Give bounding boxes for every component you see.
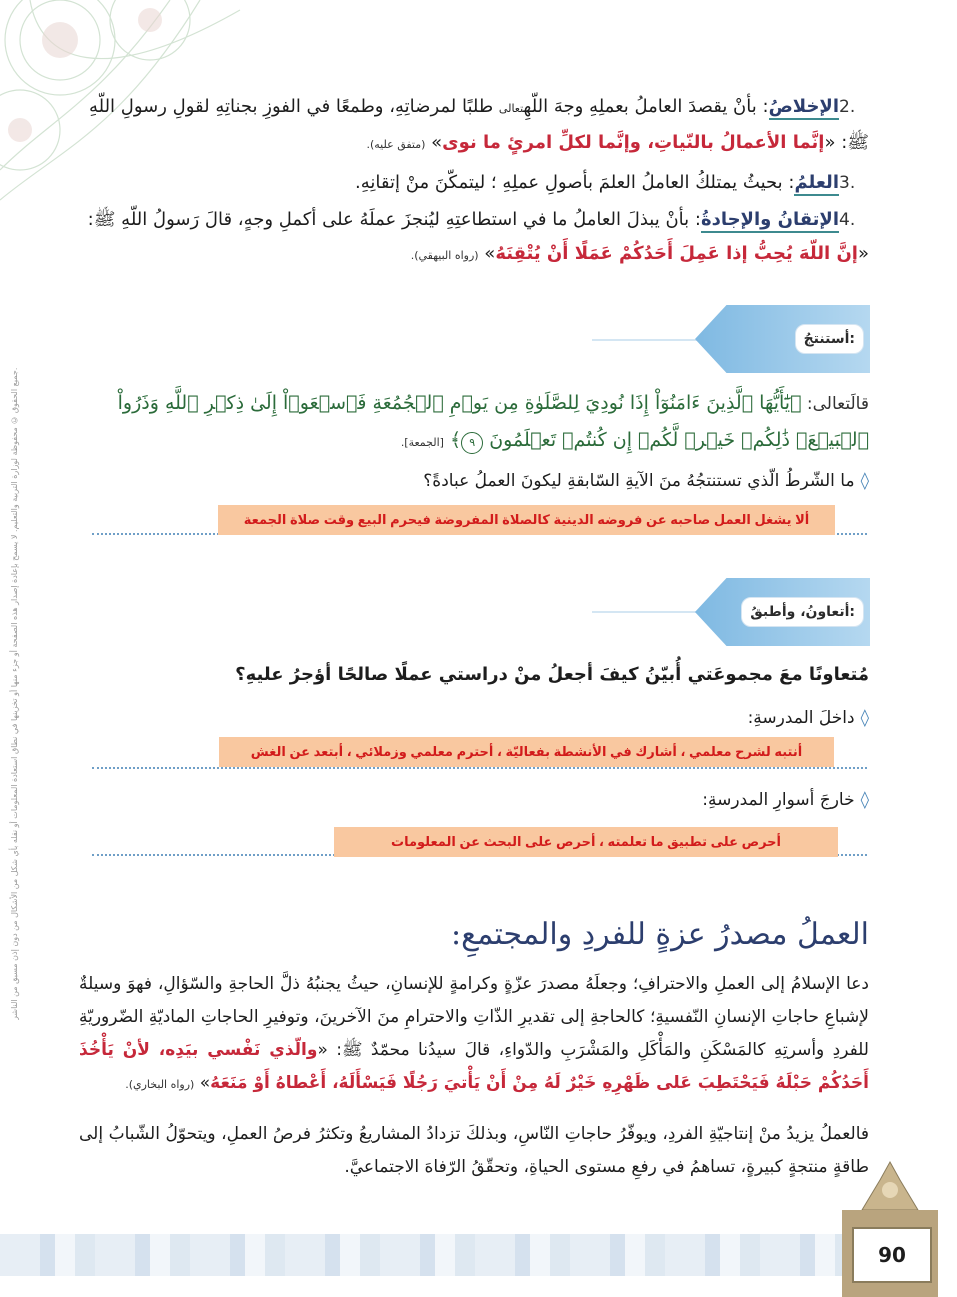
item-itqan: .4الإتقانُ والإجادةُ: بأنْ يبذلَ العاملُ ما في استطاعتِهِ ليُنجزَ عملَهُ على أكملِ وجهٍ، قالَ رَسولُ اللّهِ ﷺ: «إنَّ اللّهَ يُحِبُّ إذا عَمِلَ أَحَدُكُمْ عَمَلًا أَنْ يُتْقِنَهُ» (رواه البيهقي). [87, 209, 869, 264]
diamond-bullet-icon: ◊ [860, 790, 869, 810]
deduce-question: ◊ما الشّرطُ الّذي تستنتجُهُ منَ الآيةِ السّابقةِ ليكونَ العملُ عبادةً؟ [423, 471, 869, 491]
item-ikhlas: .2الإخلاصُ: بأنْ يقصدَ العاملُ بعملِهِ وجهَ اللّهِتعالى طلبًا لمرضاتِهِ، وطمعًا في الفوزِ بجناتِهِ لقولِ رسولِ اللّهِ ﷺ: «إنَّما الأعمالُ بالنّياتِ، وإنَّما لكلِّ امرئٍ ما نوى» (متفق عليه). [88, 96, 869, 153]
outside-school-label: ◊خارجَ أسوارِ المدرسةِ: [702, 790, 869, 810]
ayah-number: ٩ [461, 432, 483, 454]
deduce-tab [695, 305, 870, 373]
inside-school-answer: أنتبه لشرح معلمي ، أشارك في الأنشطة بفعاليّة ، أحترم معلمي وزملائي ، أبتعد عن الغش [219, 737, 834, 767]
cooperate-tab [695, 578, 870, 646]
cooperate-tab-label: أتعاونُ، وأطبقُ: [741, 597, 864, 627]
outside-school-answer: أحرص على تطبيق ما تعلمته ، أحرص على البحث عن المعلومات [334, 827, 838, 857]
section-paragraph-2: فالعملُ يزيدُ منْ إنتاجيّةِ الفردِ، ويوفّرُ حاجاتِ النّاسِ، وبذلكَ تزدادُ المشاريعُ وتكثرُ فرصُ العملِ، ويتحوّلُ الشّبابُ إلى طاقةٍ منتجةٍ كبيرةٍ، تساهمُ في رفعِ مستوى الحياةِ، وتحقّقُ الرّفاهَ الاجتماعيَّ. [79, 1124, 869, 1177]
quran-verse: قالَتعالى: ﴿يَٰٓأَيُّهَا ٱلَّذِينَ ءَامَنُوٓاْ إِذَا نُودِيَ لِلصَّلَوٰةِ مِن يَوۡمِ ٱلۡجُمُعَةِ فَٱسۡعَوۡاْ إِلَىٰ ذِكۡرِ ٱللَّهِ وَذَرُواْ ٱلۡبَيۡعَۚ ذَٰلِكُمۡ خَيۡرٞ لَّكُمۡ إِن كُنتُمۡ تَعۡلَمُونَ ٩﴾ [الجمعة]. [79, 385, 869, 461]
footer-band [0, 1234, 850, 1276]
deduce-answer: ألا يشغل العمل صاحبه عن فروضه الدينية كالصلاة المفروضة فيحرم البيع وقت صلاة الجمعة [218, 505, 835, 535]
cooperate-prompt: مُتعاونًا معَ مجموعَتي أُبيّنُ كيفَ أجعلُ منْ دراستي عملًا صالحًا أؤجرُ عليهِ؟ [235, 664, 869, 685]
section-heading: العملُ مصدرُ عزةٍ للفردِ والمجتمعِ: [451, 917, 869, 952]
diamond-bullet-icon: ◊ [860, 708, 869, 728]
deduce-tab-label: أستنتجُ: [795, 324, 864, 354]
inside-school-label: ◊داخلَ المدرسةِ: [747, 708, 869, 728]
page-ornament [860, 1160, 920, 1212]
item-ilm: .3العلمُ: بحيثُ يمتلكُ العاملُ العلمَ بأصولِ عملِهِ ؛ ليتمكّنَ منْ إتقانِهِ. [84, 166, 869, 200]
page-number: 90 [852, 1227, 932, 1283]
diamond-bullet-icon: ◊ [860, 471, 869, 491]
copyright-side-note: جميع الحقوق © محفوظة لوزارة التربية والتعليم. لا يسمح بإعادة إصدار هذه الصفحة أو جزء منها أو تخزينها في نطاق استعادة المعلومات أو نقله بأي شكل من الأشكال من دون إذن مسبق من الناشر. [10, 367, 19, 1020]
section-paragraph-1: دعا الإسلامُ إلى العملِ والاحترافِ؛ وجعلَهُ مصدرَ عزّةٍ وكرامةٍ للإنسانِ، حيثُ يجنبُهُ ذلَّ الحاجةِ والسّؤالِ، فهوَ وسيلةٌ لإشباعِ حاجاتِ الإنسانِ النّفسيةِ؛ كالحاجةِ إلى تقديرِ الذّاتِ والاحترامِ منَ الآخرينَ، وتوفيرِ الحاجاتِ الماديّةِ الضّروريّةِ للفردِ وأسرتِهِ كالمَسْكَنِ والمَأْكَلِ والمَشْرَبِ والدّواءِ، قالَ سيدُنا محمّدٌ ﷺ: «والّذي نَفْسي بيَدِه، لأنْ يَأْخُذَ أَحَدُكُمْ حَبْلَهُ فَيَحْتَطِبَ عَلى ظَهْرِهِ خَيْرٌ لَهُ مِنْ أَنْ يَأْتيَ رَجُلًا فَيَسْأَلَهُ، أَعْطاهُ أَوْ مَنَعَهُ» (رواه البخاري). [79, 974, 869, 1093]
